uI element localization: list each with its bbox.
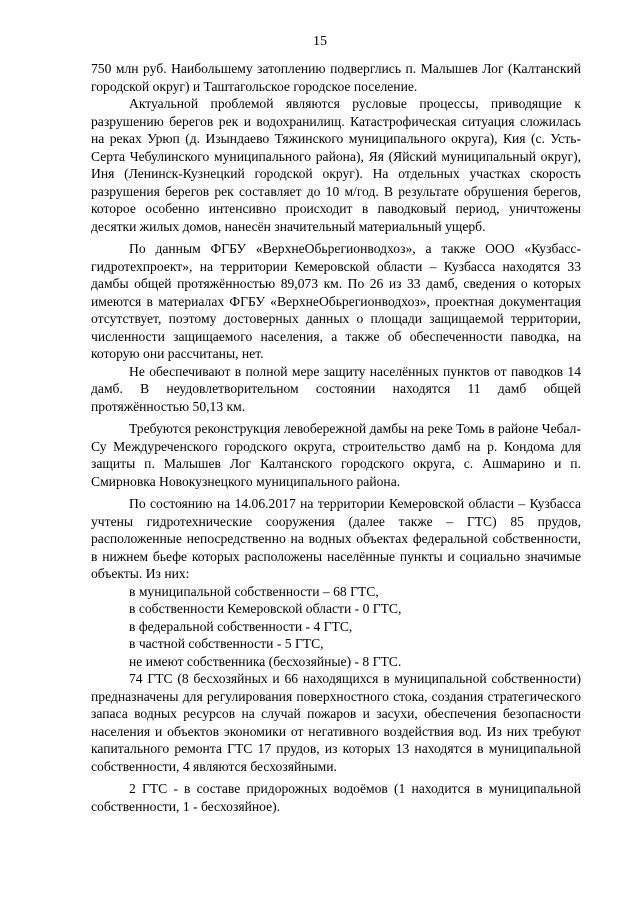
document-body xyxy=(91,60,581,815)
list-item: в собственности Кемеровской области - 0 ГТС, xyxy=(129,601,402,616)
paragraph-continuation: 750 млн руб. Наибольшему затоплению подверглись п. Малышев Лог (Калтанский городской округ) и Таштагольское городское поселение. xyxy=(91,61,581,94)
list-item: в частной собственности - 5 ГТС, xyxy=(129,636,324,651)
paragraph-hydraulic-structures: По состоянию на 14.06.2017 на территории Кемеровской области – Кузбасса учтены гидротехнические сооружения (далее также – ГТС) 85 прудов, расположенные непосредственно на водных объектах федеральной собственности, в нижнем бьефе которых расположены населённые пункты и социально значимые объекты. Из них: xyxy=(91,496,581,581)
list-item: не имеют собственника (бесхозяйные) - 8 ГТС. xyxy=(129,653,402,669)
list-item: в муниципальной собственности – 68 ГТС, xyxy=(129,583,379,599)
paragraph-dams-data: По данным ФГБУ «ВерхнеОбьрегионводхоз», а также ООО «Кузбасс-гидротехпроект», на территории Кемеровской области – Кузбасса находятся 33 дамбы общей протяжённостью 89,073 км. По 26 из 33 дамб, сведения о которых имеются в материалах ФГБУ «ВерхнеОбьрегионводхоз», проектная документация отсутствует, поэтому достоверных данных о площади защищаемой территории, численности защищаемого населения, а также об обеспеченности паводка, на которую они рассчитаны, нет. xyxy=(91,241,581,361)
paragraph-dams-condition: Не обеспечивают в полной мере защиту населённых пунктов от паводков 14 дамб. В неудовлетворительном состоянии находятся 11 дамб общей протяжённостью 50,13 км. xyxy=(91,363,581,414)
paragraph-roadside-ponds: 2 ГТС - в составе придорожных водоёмов (1 находится в муниципальной собственности, 1 - бесхозяйное). xyxy=(91,781,581,814)
ownership-list xyxy=(91,583,581,671)
paragraph-reconstruction: Требуются реконструкция левобережной дамбы на реке Томь в районе Чебал-Су Междуреченского городского округа, строительство дамб на р. Кондома для защиты п. Малышев Лог Калтанского городского округа, с. Ашмарино и п. Смирновка Новокузнецкого муниципального района. xyxy=(91,421,581,489)
list-item: в федеральной собственности - 4 ГТС, xyxy=(129,618,353,634)
paragraph-74-gts: 74 ГТС (8 бесхозяйных и 66 находящихся в муниципальной собственности) предназначены для регулирования поверхностного стока, создания стратегического запаса водных ресурсов на случай пожаров и засухи, обеспечения безопасности населения и объектов экономики от негативного воздействия вод. Из них требуют капитального ремонта ГТС 17 прудов, из которых 13 находятся в муниципальной собственности, 4 являются бесхозяйными. xyxy=(91,671,581,774)
page-number: 15 xyxy=(313,34,327,49)
paragraph-riverbed-processes: Актуальной проблемой являются русловые процессы, приводящие к разрушению берегов рек и водохранилищ. Катастрофическая ситуация сложилась на реках Урюп (д. Изындаево Тяжинского муниципального округа), Кия (с. Усть-Серта Чебулинского муниципального района), Яя (Яйский муниципальный округ), Иня (Ленинск-Кузнецкий городской округ). На отдельных участках скорость разрушения берегов рек составляет до 10 м/год. В результате обрушения берегов, которое особенно интенсивно происходит в паводковый период, уничтожены десятки жилых домов, нанесён значительный материальный ущерб. xyxy=(91,96,581,234)
